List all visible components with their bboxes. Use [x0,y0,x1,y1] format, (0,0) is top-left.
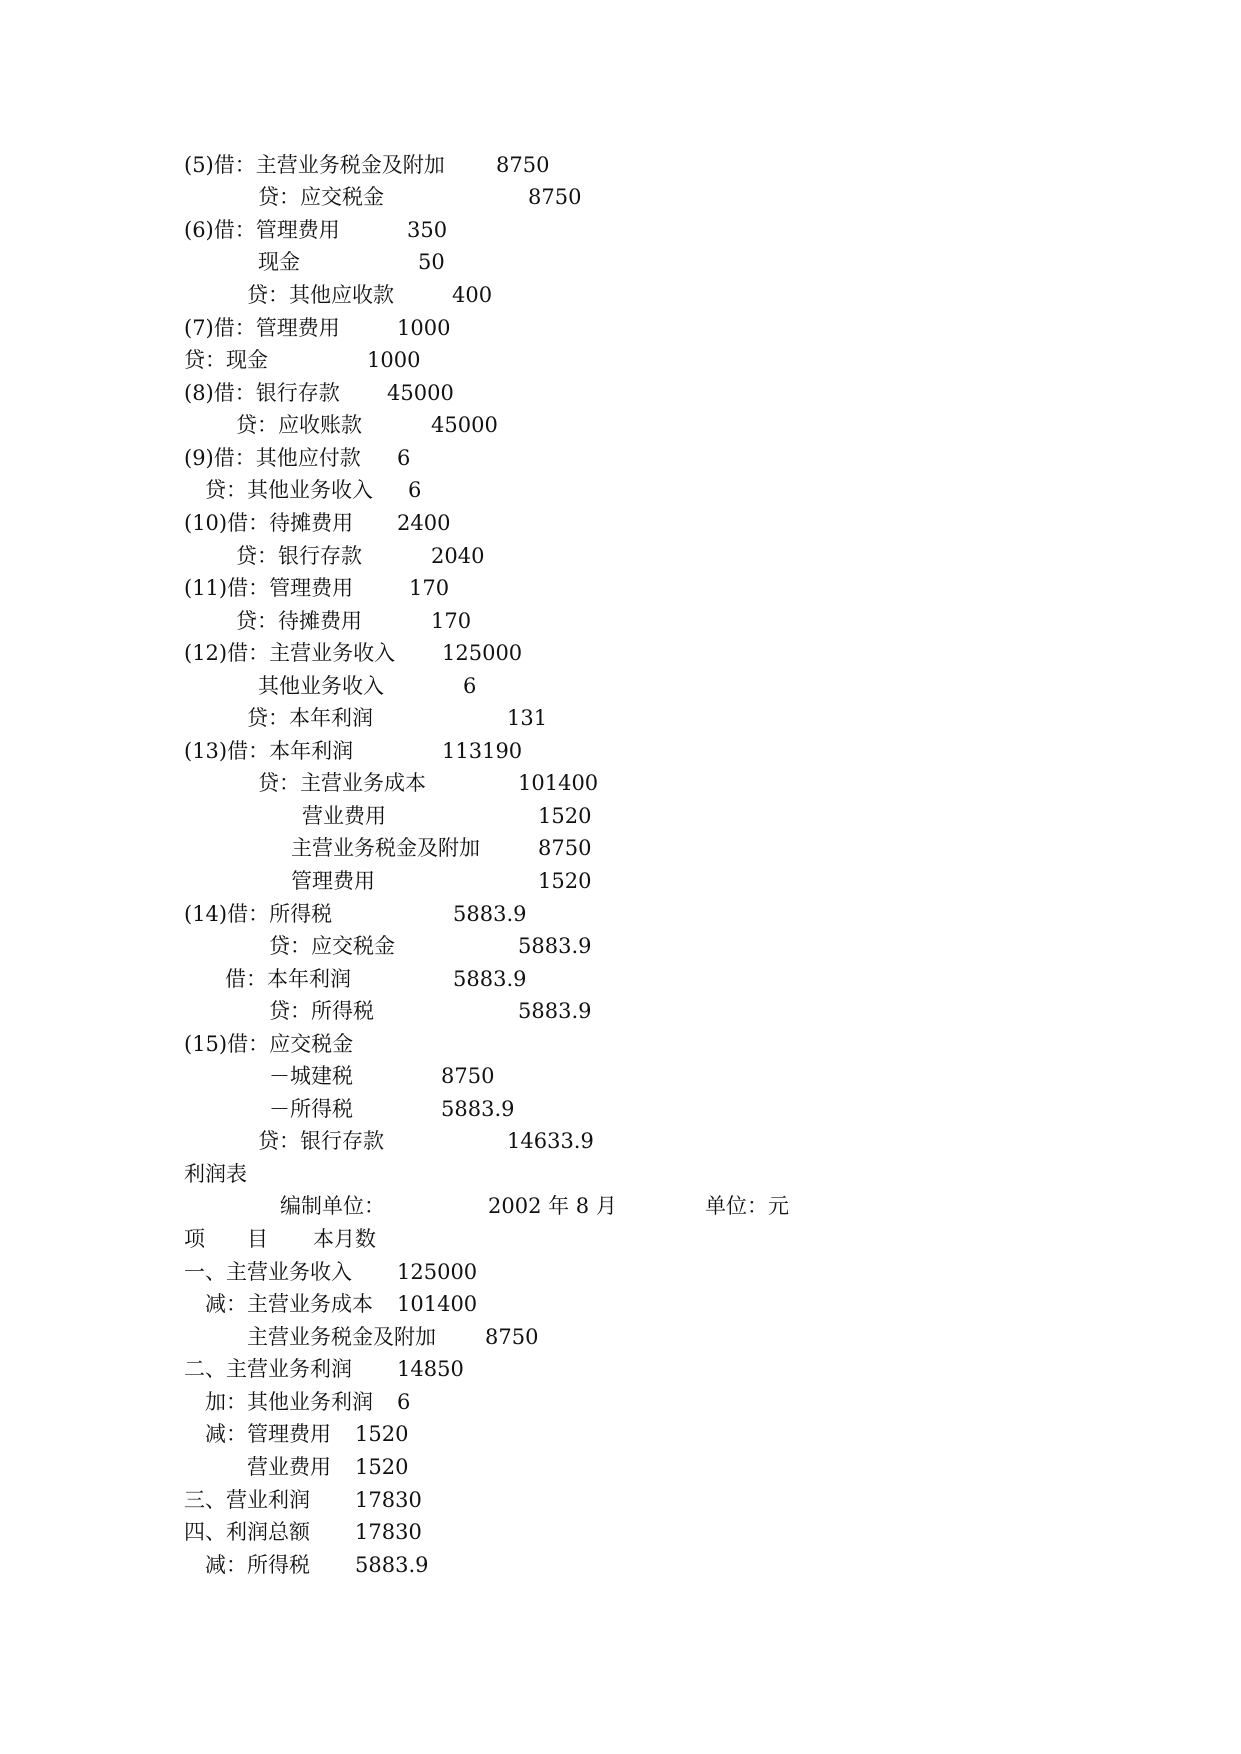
entry-12-debit2-account: 其他业务收入 [258,674,384,698]
entry-15-credit-account: 贷：银行存款 [258,1129,384,1153]
entry-8-credit-account: 贷：应收账款 [236,413,362,437]
entry-15-debit-account: (15)借：应交税金 [184,1032,354,1056]
income-row-value: 14850 [397,1357,464,1381]
entry-6-debit2-amount: 50 [418,250,445,274]
entry-5-credit-amount: 8750 [528,185,582,209]
entry-8-credit-amount: 45000 [431,413,498,437]
header-item-1: 项 [184,1227,205,1251]
entry-5-debit-account: (5)借：主营业务税金及附加 [184,153,445,177]
entry-15-sub1-amount: 8750 [441,1064,495,1088]
income-row-label: 减：主营业务成本 [205,1292,373,1316]
income-row-value: 101400 [397,1292,478,1316]
entry-6-debit-account: (6)借：管理费用 [184,218,340,242]
entry-14-debit-amount: 5883.9 [453,902,527,926]
income-row-value: 8750 [485,1325,539,1349]
income-row-value: 17830 [355,1488,422,1512]
report-period: 2002 年 8 月 [488,1194,617,1218]
entry-13-credit2-amount: 1520 [538,804,592,828]
entry-9-debit-amount: 6 [397,446,411,470]
income-row-label: 加：其他业务利润 [205,1390,373,1414]
entry-13-credit-amount: 101400 [518,771,599,795]
entry-9-debit-account: (9)借：其他应付款 [184,446,361,470]
entry-7-credit-account: 贷：现金 [184,348,268,372]
income-row-label: 一、主营业务收入 [184,1260,352,1284]
entry-13-credit2-account: 营业费用 [302,804,386,828]
entry-14-credit-amount: 5883.9 [518,934,592,958]
income-row-value: 1520 [355,1455,409,1479]
entry-12-credit-account: 贷：本年利润 [247,706,373,730]
entry-13-credit3-amount: 8750 [538,836,592,860]
entry-10-debit-account: (10)借：待摊费用 [184,511,354,535]
entry-11-credit-account: 贷：待摊费用 [236,609,362,633]
entry-11-debit-amount: 170 [409,576,450,600]
entry-13-credit4-amount: 1520 [538,869,592,893]
entry-10-credit-amount: 2040 [431,544,485,568]
entry-10-debit-amount: 2400 [397,511,451,535]
entry-15-sub1-account: －城建税 [269,1064,353,1088]
income-row-label: 营业费用 [247,1455,331,1479]
entry-13-credit3-account: 主营业务税金及附加 [291,836,480,860]
income-row-label: 主营业务税金及附加 [247,1325,436,1349]
entry-5-credit-account: 贷：应交税金 [258,185,384,209]
entry-14-debit-account: (14)借：所得税 [184,902,333,926]
entry-15-credit-amount: 14633.9 [507,1129,594,1153]
prepared-by-label: 编制单位： [280,1194,385,1218]
entry-8-debit-amount: 45000 [387,381,454,405]
entry-12-debit-account: (12)借：主营业务收入 [184,641,396,665]
income-row-value: 1520 [355,1422,409,1446]
income-statement-title: 利润表 [184,1162,247,1186]
entry-13-debit-amount: 113190 [442,739,523,763]
income-row-value: 17830 [355,1520,422,1544]
unit-label: 单位：元 [705,1194,789,1218]
entry-9-credit-amount: 6 [408,478,422,502]
entry-7-debit-account: (7)借：管理费用 [184,316,340,340]
income-row-value: 5883.9 [355,1553,429,1577]
entry-5-debit-amount: 8750 [496,153,550,177]
entry-7-debit-amount: 1000 [397,316,451,340]
header-month: 本月数 [313,1227,376,1251]
income-row-label: 四、利润总额 [184,1520,310,1544]
entry-11-credit-amount: 170 [431,609,472,633]
entry-6-debit2-account: 现金 [258,250,300,274]
entry-14-debit2-amount: 5883.9 [453,967,527,991]
entry-14-debit2-account: 借：本年利润 [225,967,351,991]
entry-13-credit-account: 贷：主营业务成本 [258,771,426,795]
entry-7-credit-amount: 1000 [367,348,421,372]
entry-13-credit4-account: 管理费用 [291,869,375,893]
entry-6-credit-account: 贷：其他应收款 [247,283,394,307]
entry-13-debit-account: (13)借：本年利润 [184,739,354,763]
entry-6-credit-amount: 400 [452,283,493,307]
entry-9-credit-account: 贷：其他业务收入 [205,478,373,502]
income-row-value: 125000 [397,1260,478,1284]
entry-11-debit-account: (11)借：管理费用 [184,576,354,600]
income-row-label: 减：管理费用 [205,1422,331,1446]
entry-15-sub2-amount: 5883.9 [441,1097,515,1121]
entry-12-debit2-amount: 6 [463,674,477,698]
entry-14-credit2-account: 贷：所得税 [269,999,374,1023]
income-row-value: 6 [397,1390,411,1414]
entry-14-credit2-amount: 5883.9 [518,999,592,1023]
entry-14-credit-account: 贷：应交税金 [269,934,395,958]
entry-10-credit-account: 贷：银行存款 [236,544,362,568]
income-row-label: 二、主营业务利润 [184,1357,352,1381]
entry-8-debit-account: (8)借：银行存款 [184,381,340,405]
entry-15-sub2-account: －所得税 [269,1097,353,1121]
entry-12-credit-amount: 131 [507,706,548,730]
income-row-label: 减：所得税 [205,1553,310,1577]
income-row-label: 三、营业利润 [184,1488,310,1512]
entry-6-debit-amount: 350 [407,218,448,242]
header-item-2: 目 [247,1227,268,1251]
entry-12-debit-amount: 125000 [442,641,523,665]
